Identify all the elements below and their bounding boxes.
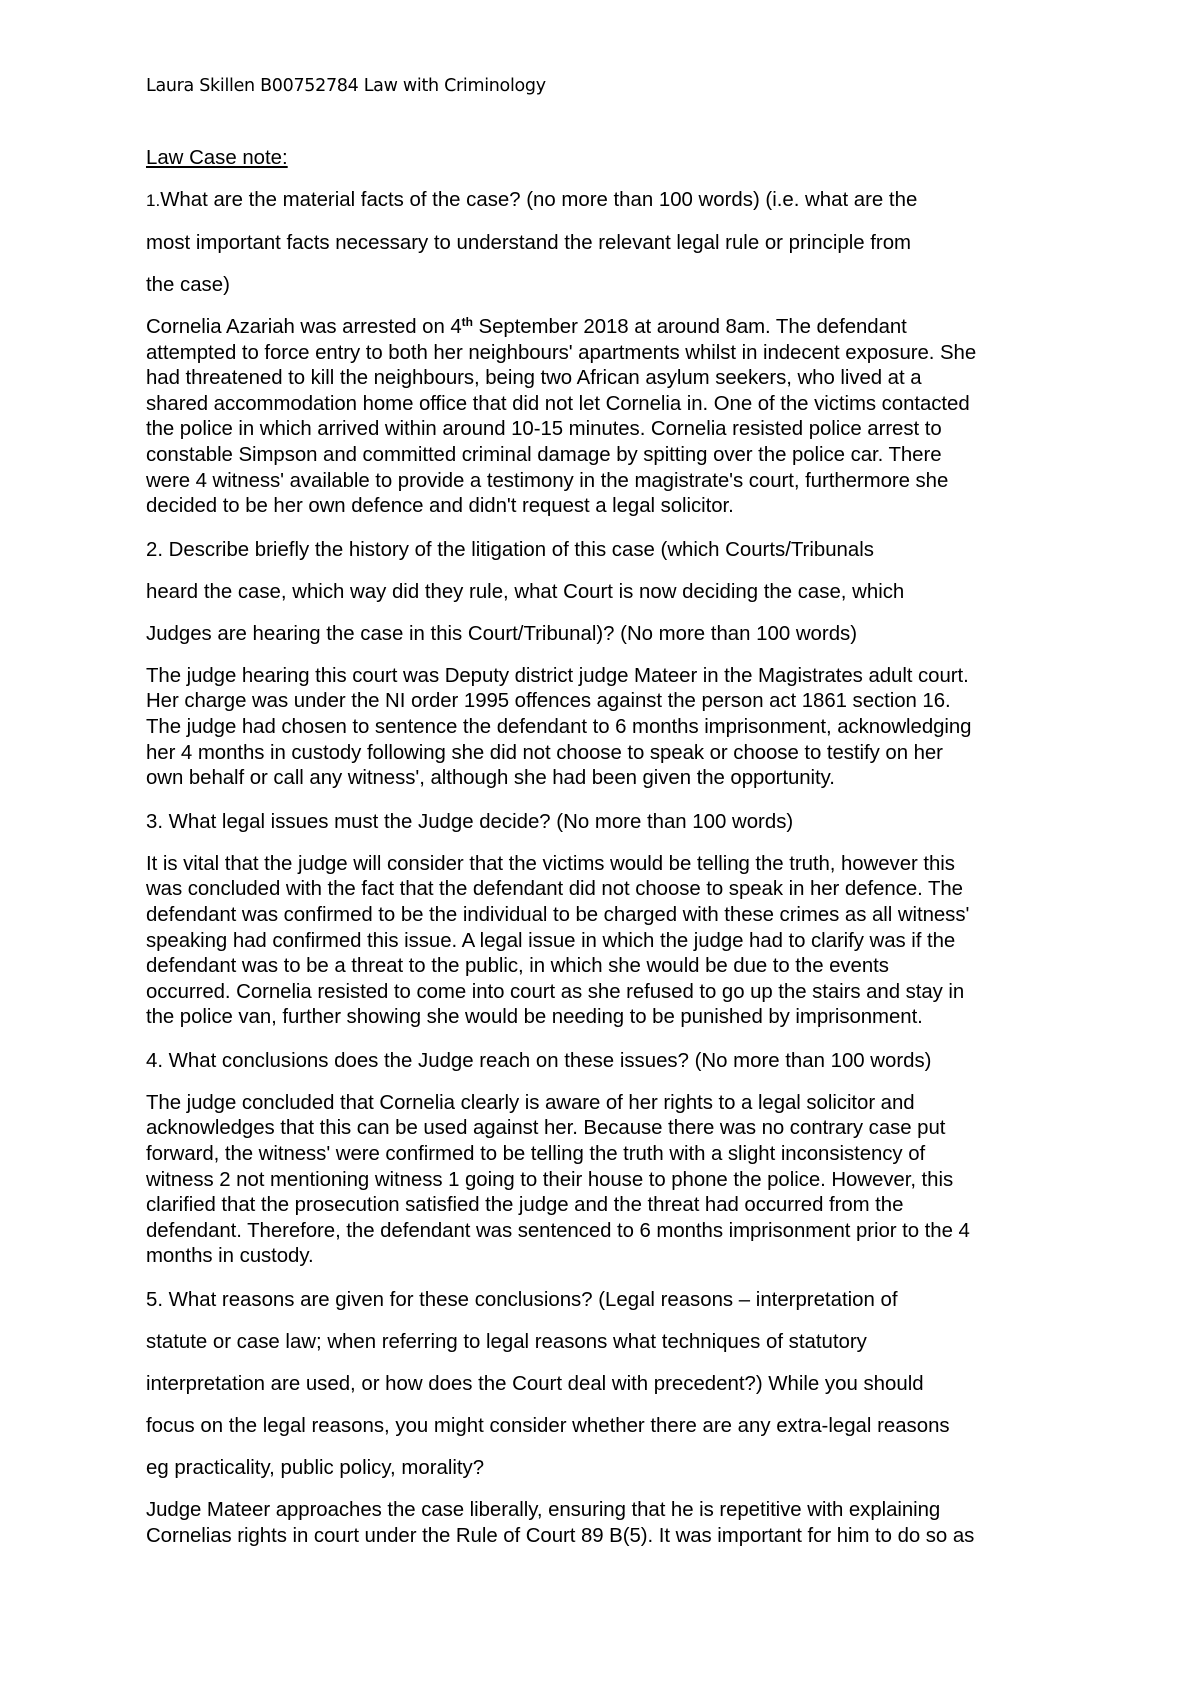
question-5 [146, 1288, 1066, 1480]
answer-4 [146, 1091, 1066, 1270]
question-5-line-5: eg practicality, public policy, morality? [146, 1457, 485, 1480]
question-1-line-2: most important facts necessary to understand the relevant legal rule or principle from [146, 232, 912, 254]
answer-1-ordinal-suffix: th [461, 315, 473, 329]
answer-3-line-7: the police van, further showing she would be needing to be punished by imprisonment. [146, 1006, 923, 1029]
question-1-line-1 [146, 188, 1066, 213]
answer-3-line-1: It is vital that the judge will consider that the victims would be telling the truth, however this [146, 852, 955, 875]
answer-3-line-3: defendant was confirmed to be the individual to be charged with these crimes as all witness' [146, 903, 970, 926]
question-4-line-1: 4. What conclusions does the Judge reach on these issues? (No more than 100 words) [146, 1049, 932, 1072]
answer-1-line-8: decided to be her own defence and didn't request a legal solicitor. [146, 495, 734, 518]
answer-1-line-3: had threatened to kill the neighbours, being two African asylum seekers, who lived at a [146, 367, 922, 390]
answer-3-line-5: defendant was to be a threat to the public, in which she would be due to the events [146, 955, 889, 978]
answer-2-line-4: her 4 months in custody following she did not choose to speak or choose to testify on her [146, 741, 943, 764]
answer-2-line-2: Her charge was under the NI order 1995 offences against the person act 1861 section 16. [146, 690, 951, 713]
answer-4-line-5: clarified that the prosecution satisfied the judge and the threat had occurred from the [146, 1194, 904, 1217]
question-1-line-3: the case) [146, 274, 230, 296]
answer-2-line-3: The judge had chosen to sentence the defendant to 6 months imprisonment, acknowledging [146, 715, 972, 738]
answer-1-line-4: shared accommodation home office that did not let Cornelia in. One of the victims contacted [146, 392, 970, 415]
answer-3-line-6: occurred. Cornelia resisted to come into court as she refused to go up the stairs and stay in [146, 980, 965, 1003]
answer-1-line-2: attempted to force entry to both her neighbours' apartments whilst in indecent exposure. She [146, 341, 977, 364]
question-1-number: 1. [146, 191, 161, 210]
answer-5-line-2: Cornelias rights in court under the Rule of Court 89 B(5). It was important for him to do so as [146, 1524, 975, 1547]
answer-4-line-1: The judge concluded that Cornelia clearly is aware of her rights to a legal solicitor and [146, 1091, 915, 1114]
document-heading: Law Case note: [146, 147, 288, 169]
question-5-line-3: interpretation are used, or how does the Court deal with precedent?) While you should [146, 1373, 924, 1396]
question-2-line-2: heard the case, which way did they rule, what Court is now deciding the case, which [146, 580, 905, 603]
question-3 [146, 810, 1066, 834]
question-5-line-2: statute or case law; when referring to legal reasons what techniques of statutory [146, 1331, 867, 1354]
answer-3-line-4: speaking had confirmed this issue. A legal issue in which the judge had to clarify was if the [146, 929, 956, 952]
answer-3 [146, 852, 1066, 1031]
question-2-line-1: 2. Describe briefly the history of the litigation of this case (which Courts/Tribunals [146, 538, 874, 561]
answer-4-line-3: forward, the witness' were confirmed to be telling the truth with a slight inconsistency of [146, 1143, 926, 1166]
answer-1-line-6: constable Simpson and committed criminal damage by spitting over the police car. There [146, 443, 942, 466]
page-header: Laura Skillen B00752784 Law with Criminology [146, 76, 546, 96]
answer-4-line-2: acknowledges that this can be used against her. Because there was no contrary case put [146, 1117, 946, 1140]
question-1 [146, 188, 1066, 297]
answer-4-line-4: witness 2 not mentioning witness 1 going to their house to phone the police. However, this [146, 1168, 954, 1191]
question-2-line-3: Judges are hearing the case in this Court/Tribunal)? (No more than 100 words) [146, 622, 858, 645]
answer-5-line-1: Judge Mateer approaches the case liberally, ensuring that he is repetitive with explaining [146, 1499, 941, 1522]
answer-4-line-7: months in custody. [146, 1245, 314, 1268]
answer-3-line-2: was concluded with the fact that the defendant did not choose to speak in her defence. The [146, 878, 963, 901]
question-2 [146, 538, 1066, 646]
answer-4-line-6: defendant. Therefore, the defendant was sentenced to 6 months imprisonment prior to the 4 [146, 1219, 970, 1242]
question-1-line-1-text: What are the material facts of the case? (no more than 100 words) (i.e. what are the [160, 189, 918, 211]
answer-1-line-7: were 4 witness' available to provide a testimony in the magistrate's court, furthermore she [146, 469, 949, 492]
answer-2-line-1: The judge hearing this court was Deputy district judge Mateer in the Magistrates adult court. [146, 664, 969, 687]
answer-5 [146, 1498, 1066, 1549]
answer-1-line-5: the police in which arrived within around 10-15 minutes. Cornelia resisted police arrest to [146, 418, 942, 441]
question-5-line-4: focus on the legal reasons, you might consider whether there are any extra-legal reasons [146, 1415, 950, 1438]
question-4 [146, 1049, 1066, 1073]
document-body [146, 146, 1066, 1567]
answer-2 [146, 664, 1066, 792]
answer-1-line-1-post: September 2018 at around 8am. The defendant [472, 316, 907, 338]
answer-2-line-5: own behalf or call any witness', although she had been given the opportunity. [146, 767, 835, 790]
answer-1 [146, 315, 1066, 520]
answer-1-line-1 [146, 315, 1066, 341]
question-3-line-1: 3. What legal issues must the Judge decide? (No more than 100 words) [146, 810, 794, 833]
question-5-line-1: 5. What reasons are given for these conclusions? (Legal reasons – interpretation of [146, 1289, 898, 1312]
answer-1-line-1-pre: Cornelia Azariah was arrested on 4 [146, 316, 462, 338]
